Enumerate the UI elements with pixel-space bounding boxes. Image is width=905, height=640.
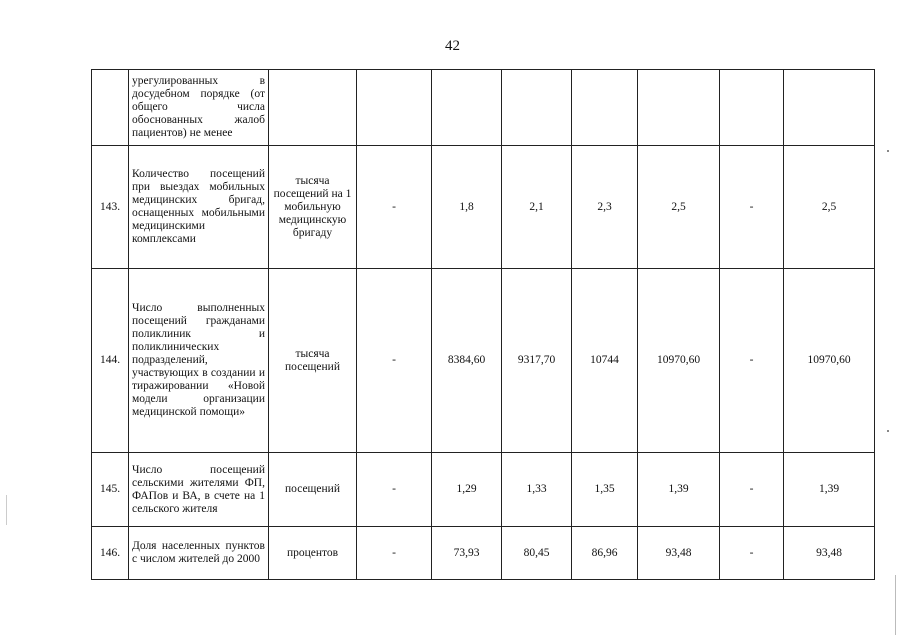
value-cell: 8384,60 [432,269,502,453]
value-cell [638,70,720,146]
unit-cell: тысяча посещений на 1 мобильную медицинскую бригаду [269,146,357,269]
value-cell: 2,5 [784,146,875,269]
value-cell: 1,35 [572,453,638,527]
table-row [92,453,875,527]
value-cell: 2,5 [638,146,720,269]
value-cell: 80,45 [502,527,572,580]
value-cell: 10744 [572,269,638,453]
value-cell: 1,8 [432,146,502,269]
value-cell: 93,48 [638,527,720,580]
value-cell: 2,1 [502,146,572,269]
value-cell: 9317,70 [502,269,572,453]
value-cell: - [357,269,432,453]
table-row [92,527,875,580]
scan-speck [887,430,889,432]
indicator-name-cell: Количество посещений при выездах мобильных медицинских бригад, оснащенных мобильными медицинскими комплексами [129,146,269,269]
row-number-cell: 145. [92,453,129,527]
value-cell [357,70,432,146]
row-number-cell: 144. [92,269,129,453]
value-cell: - [357,453,432,527]
value-cell: 93,48 [784,527,875,580]
value-cell: 10970,60 [638,269,720,453]
unit-cell: посещений [269,453,357,527]
value-cell: 2,3 [572,146,638,269]
value-cell [432,70,502,146]
unit-cell: тысяча посещений [269,269,357,453]
value-cell: - [720,453,784,527]
unit-cell: процентов [269,527,357,580]
indicator-name-cell: Число выполненных посещений гражданами поликлиник и поликлинических подразделений, участвующих в создании и тиражировании «Новой модели организации медицинской помощи» [129,269,269,453]
row-number-cell: 146. [92,527,129,580]
row-number-cell [92,70,129,146]
indicator-name-cell: урегулированных в досудебном порядке (от общего числа обоснованных жалоб пациентов) не менее [129,70,269,146]
table-row [92,269,875,453]
indicator-name-cell: Число посещений сельскими жителями ФП, ФАПов и ВА, в счете на 1 сельского жителя [129,453,269,527]
value-cell [572,70,638,146]
scan-speck [6,495,7,525]
value-cell: - [720,269,784,453]
value-cell: 1,29 [432,453,502,527]
table-row [92,146,875,269]
value-cell: - [720,527,784,580]
value-cell: - [357,527,432,580]
value-cell: 73,93 [432,527,502,580]
row-number-cell: 143. [92,146,129,269]
page-number: 42 [445,38,460,54]
table-row [92,70,875,146]
scan-speck [895,575,896,635]
value-cell: 86,96 [572,527,638,580]
indicators-table [91,69,875,580]
value-cell: - [357,146,432,269]
unit-cell [269,70,357,146]
value-cell: 10970,60 [784,269,875,453]
value-cell: 1,39 [784,453,875,527]
value-cell [720,70,784,146]
value-cell: - [720,146,784,269]
scan-speck [887,150,889,152]
value-cell [502,70,572,146]
value-cell [784,70,875,146]
indicator-name-cell: Доля населенных пунктов с числом жителей до 2000 [129,527,269,580]
value-cell: 1,33 [502,453,572,527]
value-cell: 1,39 [638,453,720,527]
